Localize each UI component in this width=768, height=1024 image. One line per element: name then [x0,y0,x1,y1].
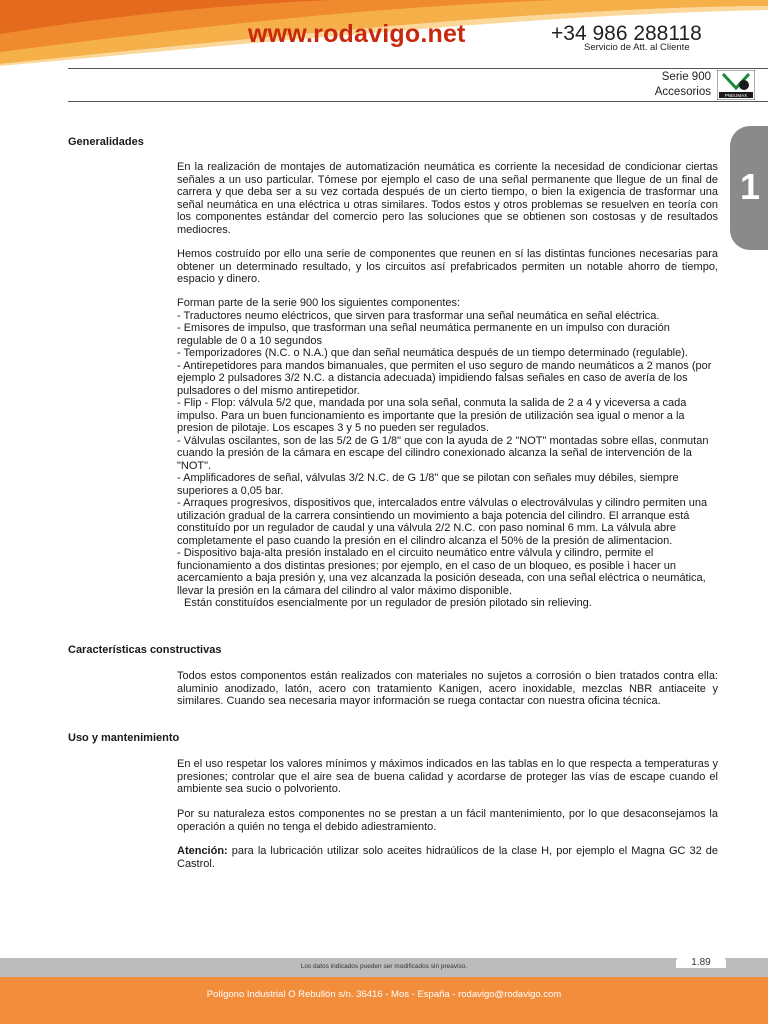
heading-generalidades: Generalidades [68,136,144,148]
header-rule-bottom [68,101,768,102]
list-item: - Arraques progresivos, dispositivos que, intercalados entre válvulas o electroválvulas y cilindro permiten una utilización gradual de la carrera consintiendo un movimiento a baja potencia del cilindro. El arranque está constituído por un regulador de caudal y una válvula 2/2 N.C. con paso nominal 6 mm. La válvula abre completamente el paso cuando la presión en el cilindro alcanza el 50% de la presión de alimentacion. [177,497,708,547]
list-item: - Emisores de impulso, que trasforman una señal neumática permanente en un impulso con duración regulable de 0 a 10 segundos [177,322,670,347]
list-item-note: Están constituídos esencialmente por un regulador de presión pilotado sin relieving. [184,597,592,609]
phone-caption: Servicio de Att. al Cliente [584,42,690,53]
paragraph-caracteristicas: Todos estos componentos están realizados con materiales no sujetos a corrosión o bien tratados contra ella: aluminio anodizado, latón, acero con tratamiento Kanigen, acero inoxidable, mezclas NBR antiaceite y similares. Cuando sea necesaria mayor información se ruega contactar con nuestra oficina técnica. [177,670,718,707]
footer-address: Polígono Industrial O Rebullón s/n. 36416 - Mos - España - rodavigo@rodavigo.com [206,989,562,1000]
header-rule-top [68,68,768,69]
website-url[interactable]: www.rodavigo.net [248,20,466,48]
paragraph-generalidades-2: Hemos costruído por ello una serie de componentes que reunen en sí las distintas funciones necesarias para obtener un determinado resultado, y los circuitos así prefabricados permiten un notable ahorro de tiempo, espacio y dinero. [177,248,718,285]
series-name: Serie 900 [661,71,711,83]
components-list-intro: Forman parte de la serie 900 los siguientes componentes: [177,297,461,309]
components-list [177,297,718,610]
list-item: - Traductores neumo eléctricos, que sirven para trasformar una señal neumática en señal eléctrica. [177,309,660,322]
svg-text:PNEUMAX: PNEUMAX [724,93,748,98]
page-number: 1.89 [676,956,726,968]
list-item: - Amplificadores de señal, válvulas 3/2 N.C. de G 1/8" que se pilotan con señales muy débiles, siempre superiores a 0,05 bar. [177,472,679,497]
footer-orange-band [0,977,768,1024]
chapter-number: 1 [740,166,761,207]
list-item: - Temporizadores (N.C. o N.A.) que dan señal neumática después de un tiempo determinado (regulable). [177,347,688,359]
list-item: - Dispositivo baja-alta presión instalado en el circuito neumático entre válvula y cilindro, permite el funcionamiento a dos distintas presiones; por ejemplo, en el caso de un bloqueo, es posible ì hacer un acercamiento a baja presión y, una vez alcanzada la posición deseada, con una señal eléctrica o neumática, llevar la presión en la cámara del cilindro al valor máximo disponible. [177,547,706,597]
attention-text: para la lubricación utilizar solo aceites hidraúlicos de la clase H, por ejemplo el Magna GC 32 de Castrol. [177,845,718,870]
series-label [655,70,711,100]
paragraph-uso-1: En el uso respetar los valores mínimos y máximos indicados en las tablas en lo que respecta a temperaturas y presiones; controlar que el aire sea de buena calidad y acordarse de proteger las vías de escape cuando el ambiente sea sucio o polvoriento. [177,758,718,795]
list-item: - Flip - Flop: válvula 5/2 que, mandada por una sola señal, conmuta la salida de 2 a 4 y viceversa a cada impulso. Para un buen funcionamiento es importante que la presión de utilización sea igual o menor a la presion de pilotaje. Los escapes 3 y 5 no pueden ser regulados. [177,397,687,434]
paragraph-attention [177,845,718,870]
pneumax-logo-icon [717,70,755,100]
series-category: Accesorios [654,86,711,98]
list-item: - Antirepetidores para mandos bimanuales, que permiten el uso seguro de mando neumáticos a 2 manos (por ejemplo 2 pulsadores 3/2 N.C. a distancia adecuada) impidiendo falsas señales en caso de avería de los pulsadores o del mismo antirepetidor. [177,359,712,397]
attention-label: Atención: [177,845,228,857]
header-banner [0,0,768,66]
phone-number: +34 986 288118 [551,22,702,45]
footer-disclaimer: Los datos indicados pueden ser modificados sin preaviso. [300,963,468,970]
heading-uso: Uso y mantenimiento [68,732,180,744]
heading-caracteristicas: Características constructivas [68,644,222,656]
paragraph-generalidades-1: En la realización de montajes de automatización neumática es corriente la necesidad de condicionar ciertas señales a un uso particular. Tómese por ejemplo el caso de una señal permanente que llegue de un final de carrera y que deba ser a su vez cortada después de un cierto tiempo, o bien la exigencia de trasformar una señal neumática en una eléctrica u otras similares. Todos estos y otros problemas se resuelven en teoría con los componentes estándar del comercio pero las soluciones que se obtienen son costosas y de resultados mediocres. [177,161,718,236]
paragraph-uso-2: Por su naturaleza estos componentes no se prestan a un fácil mantenimiento, por lo que desaconsejamos la operación a quién no tenga el debido adiestramiento. [177,808,718,833]
list-item: - Válvulas oscilantes, son de las 5/2 de G 1/8" que con la ayuda de 2 "NOT" montadas sobre ellas, conmutan cuando la presión de la cámara en escape del cilindro conexionado alcanza la señal de intervención de la "NOT". [177,434,709,472]
